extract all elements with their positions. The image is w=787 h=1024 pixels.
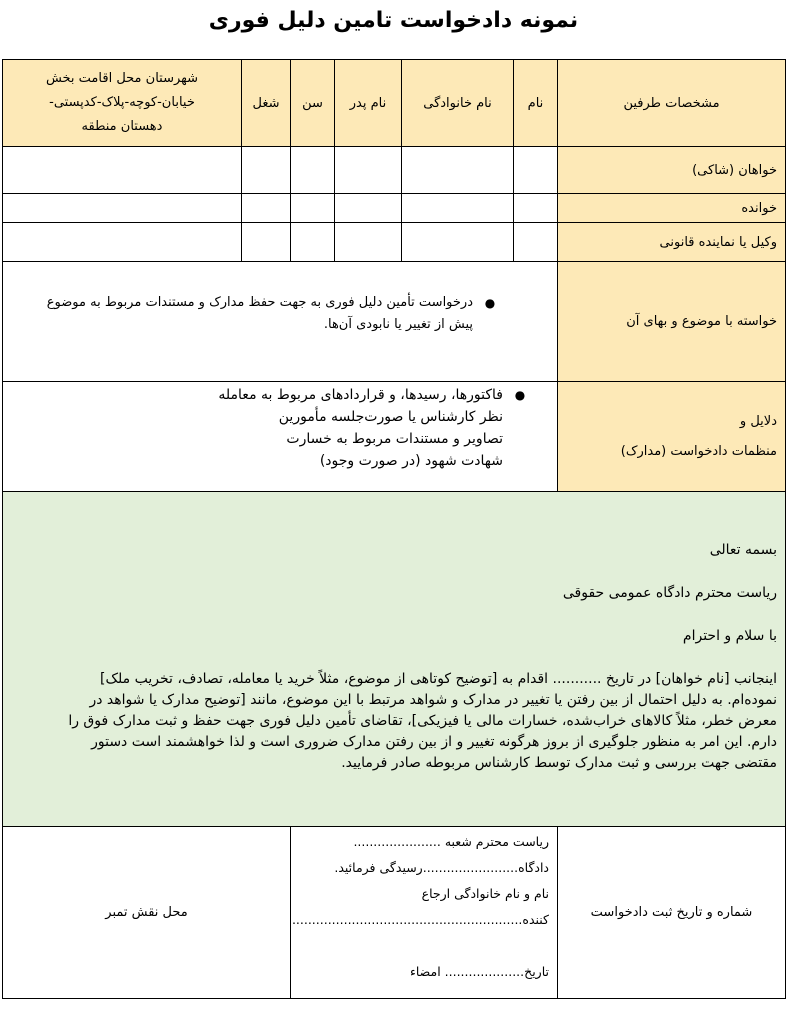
attorney-row	[3, 223, 786, 262]
referral-line: کننده..........................................................	[291, 912, 549, 927]
attorney-father-name-cell[interactable]	[335, 223, 402, 262]
defendant-address-cell[interactable]	[3, 194, 242, 223]
evidence-item: فاکتورها، رسیدها، و قراردادهای مربوط به معامله	[218, 387, 503, 403]
referral-line: نام و نام خانوادگی ارجاع	[421, 886, 549, 901]
plaintiff-address-cell[interactable]	[3, 147, 242, 194]
referral-line	[291, 933, 557, 959]
header-first-name: نام	[514, 60, 558, 147]
footer-row	[3, 827, 786, 999]
evidence-item: نظر کارشناس یا صورت‌جلسه مأمورین	[278, 409, 503, 425]
defendant-father-name-cell[interactable]	[335, 194, 402, 223]
attorney-label: وکیل یا نماینده قانونی	[558, 223, 786, 262]
letter-addressee: ریاست محترم دادگاه عمومی حقوقی	[562, 585, 777, 601]
demand-label: خواسته با موضوع و بهای آن	[558, 262, 786, 382]
attorney-age-cell[interactable]	[291, 223, 335, 262]
header-last-name: نام خانوادگی	[402, 60, 514, 147]
stamp-box	[3, 827, 291, 999]
defendant-age-cell[interactable]	[291, 194, 335, 223]
plaintiff-row	[3, 147, 786, 194]
evidence-item: تصاویر و مستندات مربوط به خسارت	[286, 431, 503, 447]
header-address	[3, 60, 242, 147]
header-row	[3, 60, 786, 147]
header-address-line: دهستان منطقه	[81, 119, 163, 134]
header-parties: مشخصات طرفین	[558, 60, 786, 147]
letter-body-line: مقتضی جهت بررسی و ثبت مدارک توسط کارشناس مربوطه صادر فرمایید.	[341, 755, 777, 771]
letter-body-line: نموده‌ام. به دلیل احتمال از بین رفتن یا تغییر در مدارک و شواهد مرتبط با این موضوع، مانند [توضیح مدارک یا شواهد در	[89, 692, 777, 708]
page-title: نمونه دادخواست تامین دلیل فوری	[208, 8, 579, 33]
defendant-job-cell[interactable]	[242, 194, 291, 223]
bullet-icon: ●	[484, 296, 496, 310]
stamp-label: محل نقش تمبر	[105, 905, 188, 920]
letter-salutation: بسمه تعالی	[709, 542, 777, 558]
evidence-row	[3, 382, 786, 492]
referral-line: تاریخ.................... امضاء	[409, 964, 549, 979]
evidence-label-line: منظمات دادخواست (مدارک)	[620, 443, 777, 459]
plaintiff-age-cell[interactable]	[291, 147, 335, 194]
letter-box	[3, 492, 786, 827]
evidence-item: شهادت شهود (در صورت وجود)	[319, 453, 503, 469]
plaintiff-job-cell[interactable]	[242, 147, 291, 194]
header-address-line: شهرستان محل اقامت بخش	[45, 71, 199, 86]
evidence-label	[558, 382, 786, 492]
header-father-name: نام پدر	[335, 60, 402, 147]
plaintiff-father-name-cell[interactable]	[335, 147, 402, 194]
letter-row	[3, 492, 786, 827]
header-job: شغل	[242, 60, 291, 147]
plaintiff-label: خواهان (شاکی)	[558, 147, 786, 194]
header-age: سن	[291, 60, 335, 147]
petition-form	[2, 59, 786, 999]
referral-box	[291, 827, 558, 999]
registration-box	[558, 827, 786, 999]
attorney-last-name-cell[interactable]	[402, 223, 514, 262]
defendant-row	[3, 194, 786, 223]
referral-line: دادگاه........................رسیدگی فرمائید.	[334, 860, 549, 875]
defendant-last-name-cell[interactable]	[402, 194, 514, 223]
evidence-content	[3, 382, 558, 492]
letter-body-line: اینجانب [نام خواهان] در تاریخ ........... اقدام به [توضیح کوتاهی از موضوع، مثلاً خرید یا معامله، تصادف، تخریب ملک]	[100, 671, 777, 687]
attorney-job-cell[interactable]	[242, 223, 291, 262]
registration-label: شماره و تاریخ ثبت دادخواست	[590, 905, 753, 920]
demand-line: درخواست تأمین دلیل فوری به جهت حفظ مدارک و مستندات مربوط به موضوع	[46, 295, 473, 310]
defendant-first-name-cell[interactable]	[514, 194, 558, 223]
attorney-address-cell[interactable]	[3, 223, 242, 262]
demand-row	[3, 262, 786, 382]
demand-content	[3, 262, 558, 382]
bullet-icon: ●	[514, 388, 526, 402]
demand-line: پیش از تغییر یا نابودی آن‌ها.	[323, 317, 473, 332]
letter-body-line: دارم. این امر به منظور جلوگیری از بروز هرگونه تغییر و از بین رفتن مدارک ضروری است و لذا خواهشمند است دستور	[91, 734, 777, 750]
plaintiff-last-name-cell[interactable]	[402, 147, 514, 194]
defendant-label: خوانده	[558, 194, 786, 223]
letter-greeting: با سلام و احترام	[682, 628, 777, 644]
header-address-line: خیابان-کوچه-پلاک-کدپستی-	[49, 95, 195, 110]
referral-line: ریاست محترم شعبه ......................	[353, 834, 549, 849]
letter-body-line: معرض خطر، مثلاً کالاهای خراب‌شده، خسارات مالی یا فیزیکی]، تقاضای تأمین دلیل فوری جهت حفظ و ثبت مدارک فوق را	[68, 713, 777, 729]
evidence-label-line: دلایل و	[739, 413, 777, 429]
attorney-first-name-cell[interactable]	[514, 223, 558, 262]
plaintiff-first-name-cell[interactable]	[514, 147, 558, 194]
